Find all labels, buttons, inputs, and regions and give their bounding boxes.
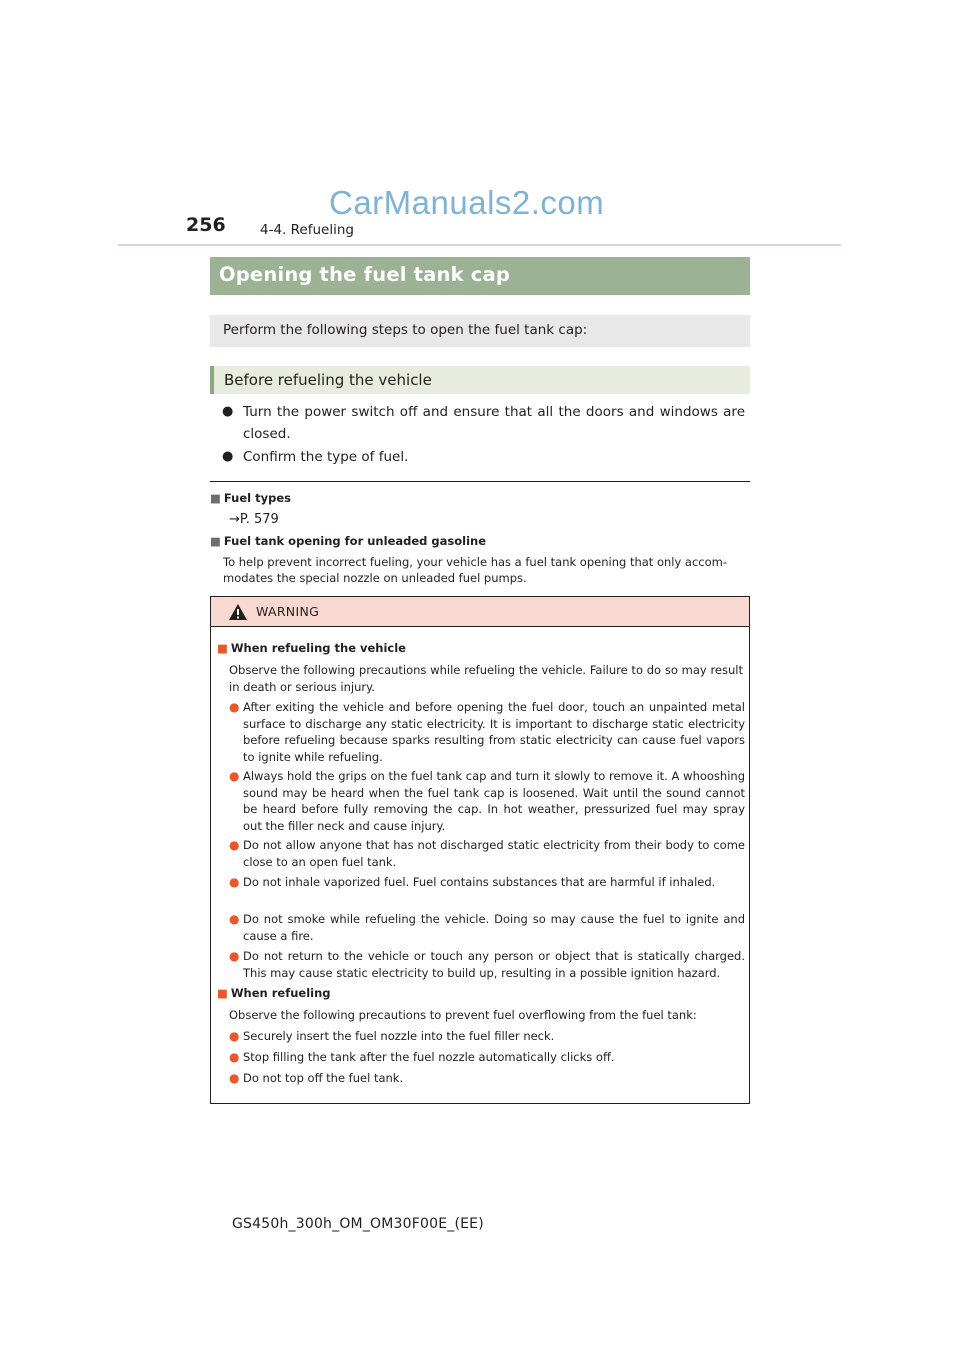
subheading-bar [210, 366, 750, 394]
header-rule [118, 244, 841, 246]
warning-item [229, 948, 745, 981]
section-label: 4-4. Refueling [260, 222, 354, 238]
warning-label: WARNING [256, 604, 320, 619]
warning-item [229, 1070, 745, 1087]
bullet-icon: ● [229, 912, 240, 926]
warning-item [229, 768, 745, 834]
warning-subheading-text: When refueling [230, 986, 331, 1000]
subheading: Before refueling the vehicle [224, 371, 432, 389]
note-body[interactable]: →P. 579 [229, 512, 279, 527]
intro-box [210, 315, 750, 347]
square-bullet-icon: ■ [210, 534, 221, 548]
warning-header [211, 597, 749, 627]
warning-item-text: After exiting the vehicle and before opening the fuel door, touch an unpainted metal surface to discharge any static electricity. It is important to discharge static electricity before refueling because sparks resulting from static electricity can cause fuel vapors to ignite while refueling. [243, 700, 745, 764]
bullet-icon: ● [229, 1050, 240, 1064]
warning-item-text: Do not return to the vehicle or touch any person or object that is statically charged. This may cause static electricity to build up, resulting in a possible ignition hazard. [243, 949, 745, 980]
warning-subheading [217, 641, 406, 655]
intro-text: Perform the following steps to open the fuel tank cap: [223, 322, 588, 338]
subheading-accent [210, 366, 214, 394]
warning-item [229, 837, 745, 870]
watermark-logo: CarManuals2.com [329, 184, 605, 221]
note-heading-text: Fuel tank opening for unleaded gasoline [223, 534, 486, 548]
warning-subheading [217, 986, 331, 1000]
warning-item-text: Stop filling the tank after the fuel nozzle automatically clicks off. [243, 1050, 615, 1064]
bullet-icon: ● [229, 875, 240, 889]
warning-item [229, 874, 745, 891]
bullet-icon: ● [229, 769, 240, 783]
square-bullet-icon: ■ [210, 491, 221, 505]
warning-item [229, 1049, 745, 1066]
warning-item-text: Do not top off the fuel tank. [243, 1071, 404, 1085]
warning-triangle-icon [228, 603, 248, 621]
bullet-icon: ● [229, 949, 240, 963]
note-heading-text: Fuel types [223, 491, 291, 505]
bullet-text: Confirm the type of fuel. [243, 449, 409, 465]
warning-text: Observe the following precautions to prevent fuel overflowing from the fuel tank: [229, 1008, 697, 1022]
warning-item [229, 1028, 745, 1045]
bullet-text: Turn the power switch off and ensure that all the doors and windows are closed. [243, 404, 745, 442]
bullet-icon: ● [229, 1029, 240, 1043]
note-body: To help prevent incorrect fueling, your vehicle has a fuel tank opening that only accom-modates the special nozzle on unleaded fuel pumps. [223, 555, 728, 585]
footer-doc-code: GS450h_300h_OM_OM30F00E_(EE) [232, 1216, 484, 1232]
warning-item [229, 911, 745, 944]
page-title: Opening the fuel tank cap [219, 263, 511, 286]
divider [210, 481, 750, 482]
warning-item-text: Do not allow anyone that has not discharged static electricity from their body to come close to an open fuel tank. [243, 838, 745, 869]
warning-item-text: Do not inhale vaporized fuel. Fuel contains substances that are harmful if inhaled. [243, 875, 716, 889]
warning-item-text: Always hold the grips on the fuel tank cap and turn it slowly to remove it. A whooshing sound may be heard when the fuel tank cap is loosened. Wait until the sound cannot be heard before fully removing the cap. In hot weather, pressurized fuel may spray out the filler neck and cause injury. [243, 769, 745, 833]
warning-item [229, 699, 745, 765]
bullet-icon: ● [229, 700, 240, 714]
bullet-icon: ● [229, 1071, 240, 1085]
bullet-icon: ● [229, 838, 240, 852]
warning-box [210, 596, 750, 1104]
warning-item-text: Do not smoke while refueling the vehicle. Doing so may cause the fuel to ignite and cause a fire. [243, 912, 745, 943]
warning-text: Observe the following precautions while refueling the vehicle. Failure to do so may result in death or serious injury. [229, 663, 743, 694]
section-title-bar [210, 257, 750, 295]
square-bullet-icon: ■ [217, 641, 228, 655]
bullet-icon: ● [222, 449, 234, 464]
warning-item-text: Securely insert the fuel nozzle into the fuel filler neck. [243, 1029, 555, 1043]
note-heading [210, 491, 291, 505]
square-bullet-icon: ■ [217, 986, 228, 1000]
page-number: 256 [186, 214, 226, 236]
bullet-icon: ● [222, 404, 234, 419]
warning-subheading-text: When refueling the vehicle [230, 641, 406, 655]
note-heading [210, 534, 486, 548]
